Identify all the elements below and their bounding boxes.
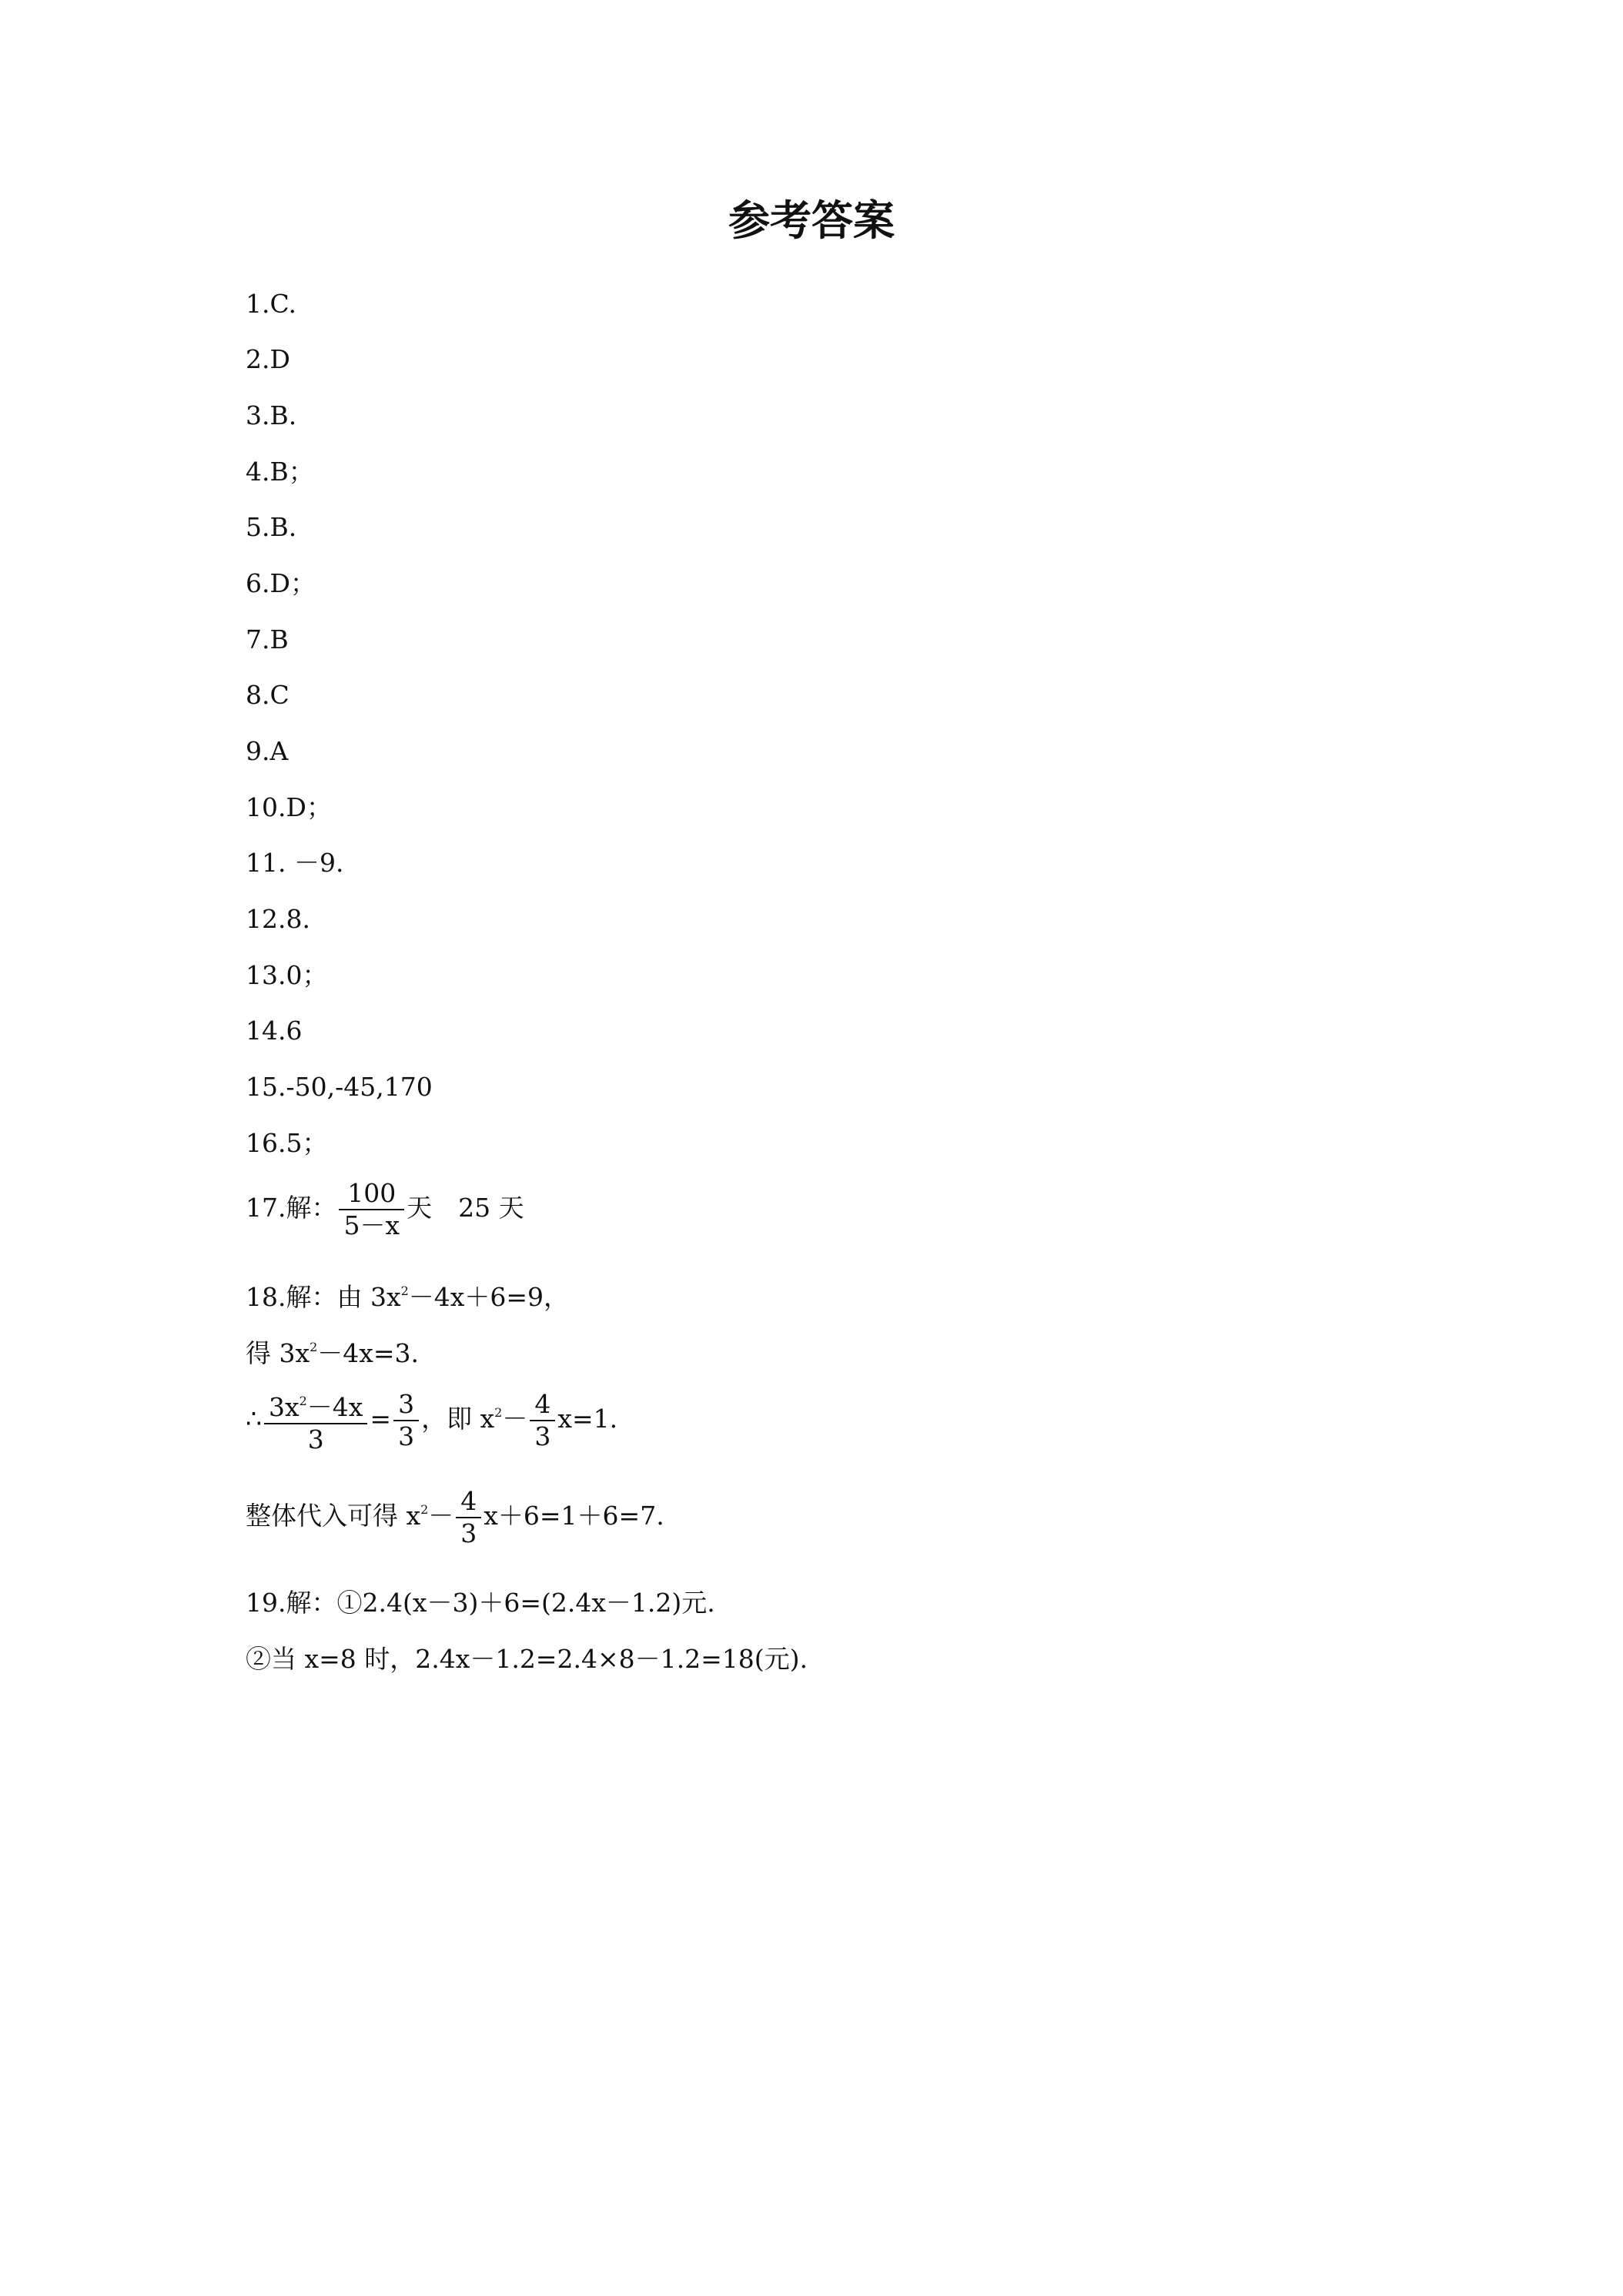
answer-10: 10.D； — [246, 792, 332, 822]
q18-f3-denominator: 3 — [534, 1421, 551, 1451]
q17-prefix: 17.解： — [246, 1193, 337, 1223]
answer-4: 4.B； — [246, 457, 314, 487]
q17-denominator: 5－x — [343, 1210, 400, 1240]
answer-12: 12.8. — [246, 904, 310, 934]
answer-18-line-1 — [246, 1274, 569, 1314]
q18-f1-num-b: －4x — [306, 1392, 363, 1422]
answer-7: 7.B — [246, 624, 289, 654]
answer-6: 6.D； — [246, 568, 316, 598]
q17-numerator: 100 — [339, 1178, 404, 1210]
q18-l3-minus: － — [502, 1404, 528, 1434]
page-title: 参考答案 — [728, 196, 895, 245]
q18-equals: = — [370, 1404, 392, 1434]
q18-f2-numerator: 3 — [393, 1389, 419, 1421]
answer-5: 5.B. — [246, 512, 297, 542]
q18-l3-exponent: 2 — [494, 1405, 503, 1420]
answer-2: 2.D — [246, 344, 290, 374]
q18-fraction-1 — [264, 1386, 367, 1455]
q18-l2-end: －4x=3. — [317, 1338, 420, 1368]
q18-f4-numerator: 4 — [456, 1486, 481, 1518]
q18-l2-start: 得 3x — [246, 1338, 310, 1368]
q18-fraction-2 — [393, 1389, 419, 1452]
q18-l3-end: x=1. — [557, 1404, 618, 1434]
q18-f1-denominator: 3 — [307, 1424, 324, 1454]
q18-l2-exponent: 2 — [310, 1340, 318, 1354]
q18-f4-denominator: 3 — [460, 1518, 477, 1548]
q18-l3-mid: ，即 x — [421, 1404, 495, 1434]
answer-15: 15.-50,-45,170 — [246, 1072, 433, 1102]
q17-answer: 25 天 — [458, 1193, 524, 1223]
q18-fraction-3 — [530, 1389, 555, 1452]
answer-17 — [246, 1178, 524, 1241]
therefore-symbol: ∴ — [246, 1404, 262, 1434]
q18-l1-start: 18.解：由 3x — [246, 1282, 401, 1312]
q18-fraction-4 — [456, 1486, 481, 1549]
q18-l4-end: x＋6=1＋6=7. — [484, 1501, 664, 1531]
answer-18-line-3 — [246, 1386, 617, 1455]
q18-l4-start: 整体代入可得 x — [246, 1501, 421, 1531]
answer-18-line-2 — [246, 1330, 419, 1371]
q18-f3-numerator: 4 — [530, 1389, 555, 1421]
q18-l1-end: －4x＋6=9， — [408, 1282, 570, 1312]
answer-18-line-4 — [246, 1486, 664, 1549]
answer-1: 1.C. — [246, 289, 297, 319]
answer-14: 14.6 — [246, 1016, 303, 1046]
answer-13: 13.0； — [246, 960, 328, 990]
q18-f1-exponent: 2 — [299, 1394, 307, 1408]
q17-unit: 天 — [407, 1193, 433, 1223]
q18-l4-minus: － — [428, 1501, 454, 1531]
answer-8: 8.C — [246, 680, 289, 710]
answer-19-line-2: ②当 x=8 时，2.4x－1.2=2.4×8－1.2=18(元). — [246, 1644, 808, 1674]
answer-11: 11. －9. — [246, 848, 344, 878]
q18-l4-exponent: 2 — [420, 1502, 429, 1517]
q18-l1-exponent: 2 — [400, 1284, 409, 1298]
answer-16: 16.5； — [246, 1128, 328, 1158]
answer-3: 3.B. — [246, 400, 297, 430]
answer-19-line-1: 19.解：①2.4(x－3)＋6=(2.4x－1.2)元. — [246, 1588, 715, 1618]
q18-f2-denominator: 3 — [398, 1421, 415, 1451]
q18-f1-num-a: 3x — [269, 1392, 300, 1422]
q17-fraction — [339, 1178, 404, 1241]
answer-9: 9.A — [246, 736, 289, 766]
